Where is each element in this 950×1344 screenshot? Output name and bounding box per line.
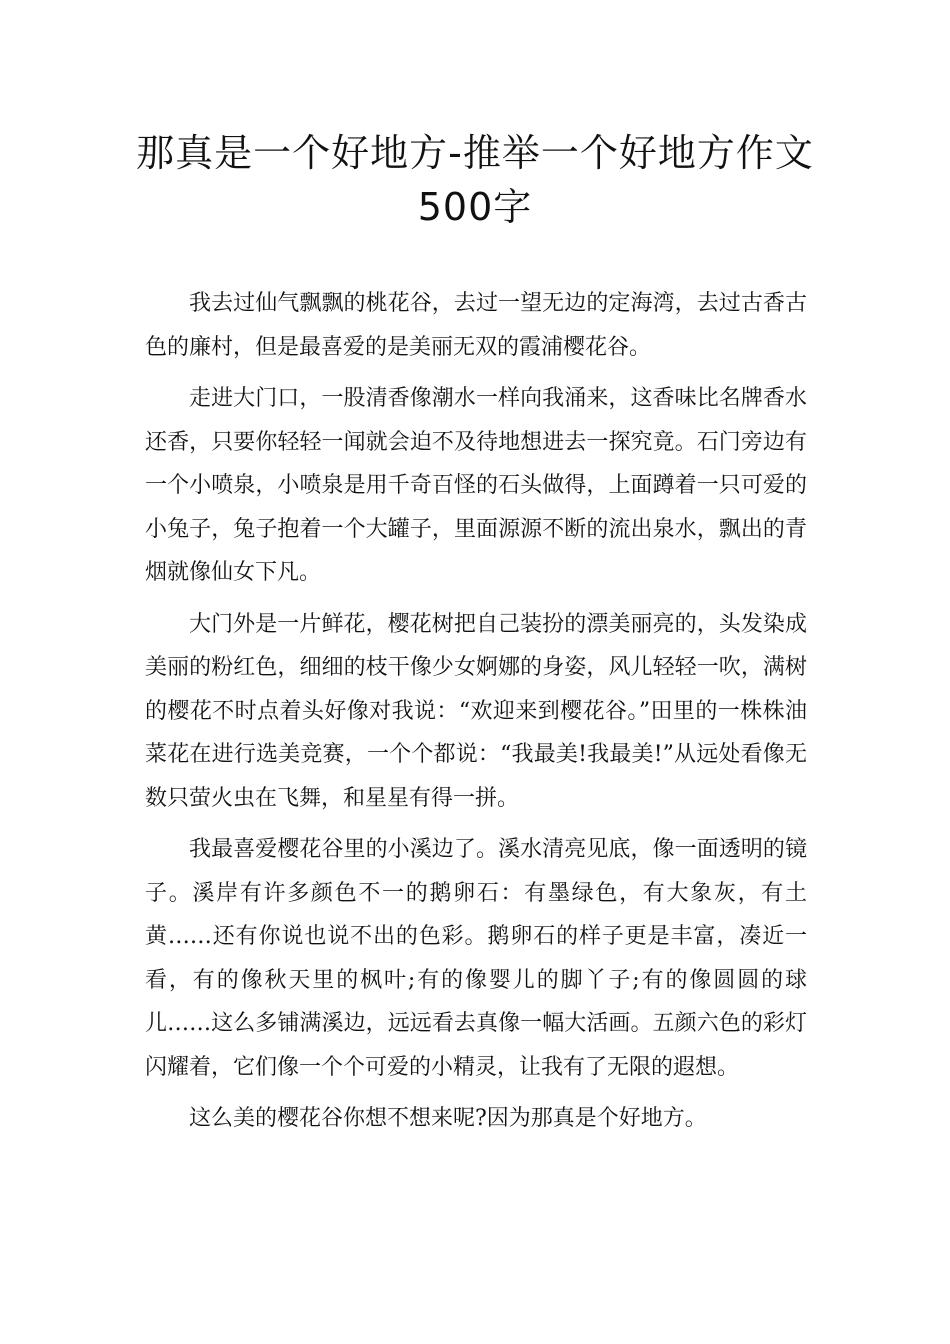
document-body [145,282,807,1149]
paragraph-2: 走进大门口，一股清香像潮水一样向我涌来，这香味比名牌香水还香，只要你轻轻一闻就会迫不及待地想进去一探究竟。石门旁边有一个小喷泉，小喷泉是用千奇百怪的石头做得，上面蹲着一只可爱的小兔子，兔子抱着一个大罐子，里面源源不断的流出泉水，飘出的青烟就像仙女下凡。 [145,386,807,585]
paragraph-3: 大门外是一片鲜花，樱花树把自己装扮的漂美丽亮的，头发染成美丽的粉红色，细细的枝干像少女婀娜的身姿，风儿轻轻一吹，满树的樱花不时点着头好像对我说：“欢迎来到樱花谷。”田里的一株株油菜花在进行选美竞赛，一个个都说：“我最美!我最美!”从远处看像无数只萤火虫在飞舞，和星星有得一拼。 [145,611,807,811]
paragraph-1: 我去过仙气飘飘的桃花谷，去过一望无边的定海湾，去过古香古色的廉村，但是最喜爱的是美丽无双的霞浦樱花谷。 [145,291,807,360]
document-title: 那真是一个好地方-推举一个好地方作文500字 [136,131,814,229]
paragraph-4: 我最喜爱樱花谷里的小溪边了。溪水清亮见底，像一面透明的镜子。溪岸有许多颜色不一的鹅卵石：有墨绿色，有大象灰，有土黄……还有你说也说不出的色彩。鹅卵石的样子更是丰富，凑近一看，有的像秋天里的枫叶;有的像婴儿的脚丫子;有的像圆圆的球儿……这么多铺满溪边，远远看去真像一幅大活画。五颜六色的彩灯闪耀着，它们像一个个可爱的小精灵，让我有了无限的遐想。 [145,837,807,1080]
paragraph-5: 这么美的樱花谷你想不想来呢?因为那真是个好地方。 [189,1106,707,1131]
